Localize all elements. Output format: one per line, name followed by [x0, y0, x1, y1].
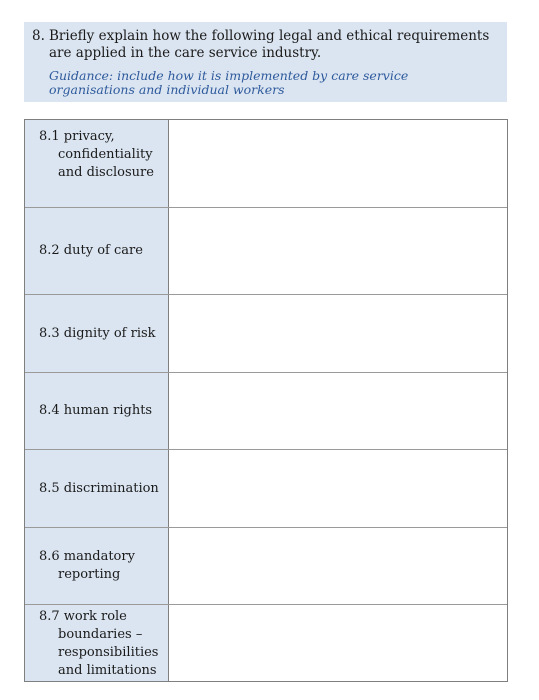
question-text: [32, 28, 497, 62]
answer-cell[interactable]: [169, 605, 507, 681]
row-label-cell: [25, 120, 169, 207]
row-label: 8.7 work role boundaries – responsibilities and limitations: [39, 609, 159, 678]
table-row: [25, 208, 507, 295]
table-row: [25, 120, 507, 208]
question-body: Briefly explain how the following legal and ethical requirements are applied in the care service industry.: [49, 28, 490, 61]
answer-cell[interactable]: [169, 528, 507, 604]
row-label-cell: [25, 605, 169, 681]
table-row: [25, 528, 507, 605]
row-label: 8.6 mandatory reporting: [39, 549, 135, 582]
answer-cell[interactable]: [169, 295, 507, 372]
table-row: [25, 295, 507, 373]
row-label-cell: [25, 373, 169, 449]
table-row: [25, 373, 507, 450]
table-row: [25, 450, 507, 528]
row-label: 8.2 duty of care: [39, 243, 143, 258]
answer-cell[interactable]: [169, 450, 507, 527]
row-label-cell: [25, 208, 169, 294]
row-label-cell: [25, 528, 169, 604]
answer-table: [24, 119, 508, 682]
row-label: 8.1 privacy, confidentiality and disclosure: [39, 129, 154, 180]
row-label: 8.5 discrimination: [39, 480, 159, 496]
answer-cell[interactable]: [169, 373, 507, 449]
row-label-cell: [25, 295, 169, 372]
question-box: [24, 22, 507, 102]
row-label: 8.4 human rights: [39, 403, 153, 418]
table-row: [25, 605, 507, 681]
row-label-cell: [25, 450, 169, 527]
answer-cell[interactable]: [169, 208, 507, 294]
question-number: 8.: [32, 28, 45, 44]
answer-cell[interactable]: [169, 120, 507, 207]
guidance-text: Guidance: include how it is implemented by care service organisations and individual workers: [49, 68, 409, 97]
row-label: 8.3 dignity of risk: [39, 325, 156, 341]
